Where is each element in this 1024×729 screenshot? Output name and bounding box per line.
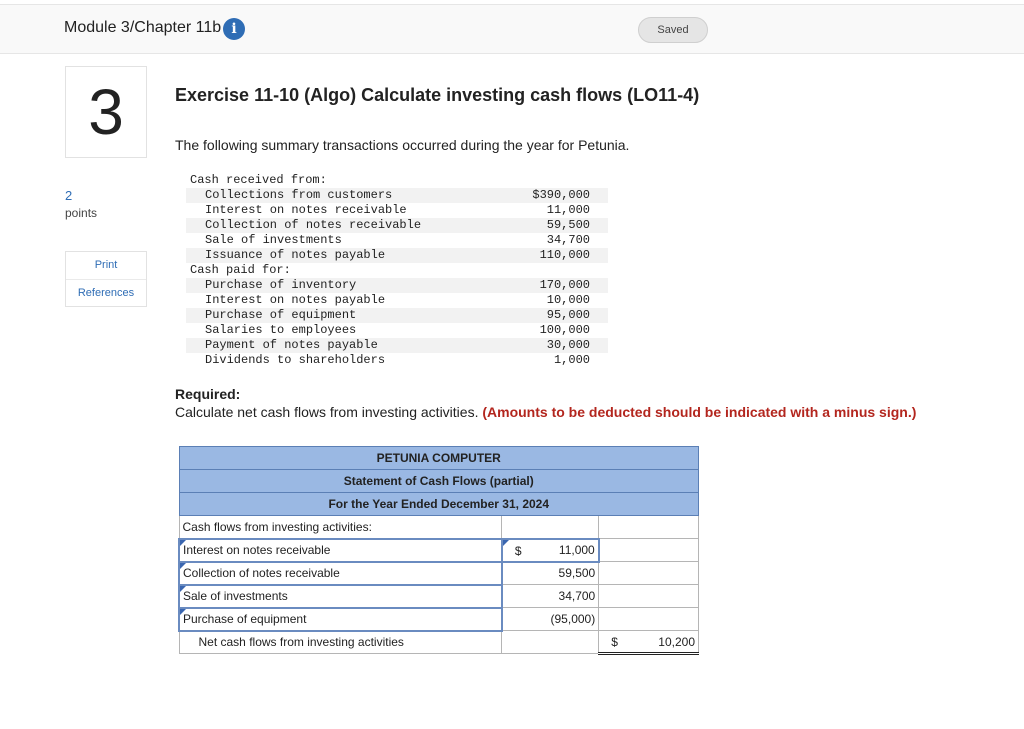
print-button[interactable]: Print <box>94 259 118 271</box>
total-value: 10,200 <box>658 634 695 649</box>
side-button-group <box>65 251 147 307</box>
table-row <box>186 293 608 308</box>
question-number: 3 <box>65 66 147 158</box>
empty-cell <box>502 516 599 539</box>
points-value: 2 <box>65 188 73 203</box>
transaction-label: Collection of notes receivable <box>186 218 516 233</box>
statement-title-row <box>179 470 699 493</box>
line-item-amount-field[interactable] <box>502 539 599 562</box>
table-row <box>186 338 608 353</box>
table-row <box>179 608 699 631</box>
line-item-label-field[interactable]: Sale of investments <box>179 585 502 608</box>
exercise-intro: The following summary transactions occurred during the year for Petunia. <box>175 137 630 153</box>
table-row <box>186 248 608 263</box>
required-text-line <box>175 404 916 420</box>
line-item-label-field[interactable]: Purchase of equipment <box>179 608 502 631</box>
required-note: (Amounts to be deducted should be indicated with a minus sign.) <box>482 404 917 420</box>
transaction-label: Dividends to shareholders <box>205 353 386 367</box>
saved-status-badge: Saved <box>638 17 708 43</box>
statement-section-row <box>179 516 699 539</box>
transactions-table <box>186 173 608 368</box>
statement-total-row <box>179 631 699 654</box>
transaction-amount: 110,000 <box>516 248 608 263</box>
statement-company: PETUNIA COMPUTER <box>179 447 699 470</box>
points-label: points <box>65 206 98 220</box>
table-row <box>179 585 699 608</box>
statement-period: For the Year Ended December 31, 2024 <box>179 493 699 516</box>
transaction-label: Collections from customers <box>186 188 516 203</box>
transactions-heading-row <box>186 263 608 278</box>
empty-cell <box>599 562 699 585</box>
total-amount-field[interactable] <box>599 631 699 654</box>
transaction-label: Sale of investments <box>205 233 342 247</box>
table-row <box>186 203 608 218</box>
table-row <box>186 308 608 323</box>
table-row <box>186 188 608 203</box>
empty-cell <box>599 539 699 562</box>
empty-cell <box>502 631 599 654</box>
line-item-label-field[interactable]: Collection of notes receivable <box>179 562 502 585</box>
transaction-amount: 100,000 <box>539 323 590 337</box>
cash-flow-statement <box>178 446 699 655</box>
statement-period-row <box>179 493 699 516</box>
info-icon[interactable]: i <box>223 18 245 40</box>
transaction-label: Interest on notes receivable <box>205 203 407 217</box>
references-button[interactable]: References <box>66 279 146 306</box>
transaction-amount: 170,000 <box>516 278 608 293</box>
currency-symbol: $ <box>611 635 618 649</box>
module-title: Module 3/Chapter 11b <box>64 19 222 36</box>
table-row <box>186 218 608 233</box>
empty-cell <box>599 608 699 631</box>
transaction-amount: 59,500 <box>516 218 608 233</box>
empty-cell <box>599 585 699 608</box>
transaction-label: Purchase of inventory <box>186 278 516 293</box>
transaction-label: Salaries to employees <box>205 323 357 337</box>
line-item-amount-field[interactable]: 34,700 <box>502 585 599 608</box>
transaction-label: Interest on notes payable <box>205 293 386 307</box>
transaction-amount: $390,000 <box>516 188 608 203</box>
line-item-amount-field[interactable]: (95,000) <box>502 608 599 631</box>
total-label: Net cash flows from investing activities <box>179 631 502 654</box>
transaction-amount: 34,700 <box>546 233 590 247</box>
top-bar <box>0 4 1024 54</box>
transaction-label: Payment of notes payable <box>186 338 516 353</box>
line-item-amount-field[interactable]: 59,500 <box>502 562 599 585</box>
section-label: Cash flows from investing activities: <box>179 516 502 539</box>
table-row <box>179 562 699 585</box>
table-row <box>186 278 608 293</box>
currency-symbol: $ <box>514 543 522 558</box>
table-row <box>186 233 608 248</box>
transaction-label: Issuance of notes payable <box>186 248 516 263</box>
line-item-label-field[interactable]: Interest on notes receivable <box>179 539 502 562</box>
received-heading: Cash received from: <box>190 173 327 187</box>
table-row <box>186 323 608 338</box>
transactions-heading-row <box>186 173 608 188</box>
transaction-amount: 30,000 <box>516 338 608 353</box>
paid-heading: Cash paid for: <box>190 263 291 277</box>
table-row <box>179 539 699 562</box>
table-row <box>186 353 608 368</box>
amount-value: 11,000 <box>558 543 595 557</box>
statement-company-row <box>179 447 699 470</box>
empty-cell <box>599 516 699 539</box>
statement-title: Statement of Cash Flows (partial) <box>179 470 699 493</box>
transaction-label: Purchase of equipment <box>186 308 516 323</box>
required-text: Calculate net cash flows from investing activities. <box>175 404 479 420</box>
transaction-amount: 11,000 <box>546 203 590 217</box>
transaction-amount: 1,000 <box>553 353 590 367</box>
transaction-amount: 95,000 <box>516 308 608 323</box>
transaction-amount: 10,000 <box>546 293 590 307</box>
exercise-title: Exercise 11-10 (Algo) Calculate investing cash flows (LO11-4) <box>175 85 700 105</box>
required-heading: Required: <box>175 386 241 402</box>
